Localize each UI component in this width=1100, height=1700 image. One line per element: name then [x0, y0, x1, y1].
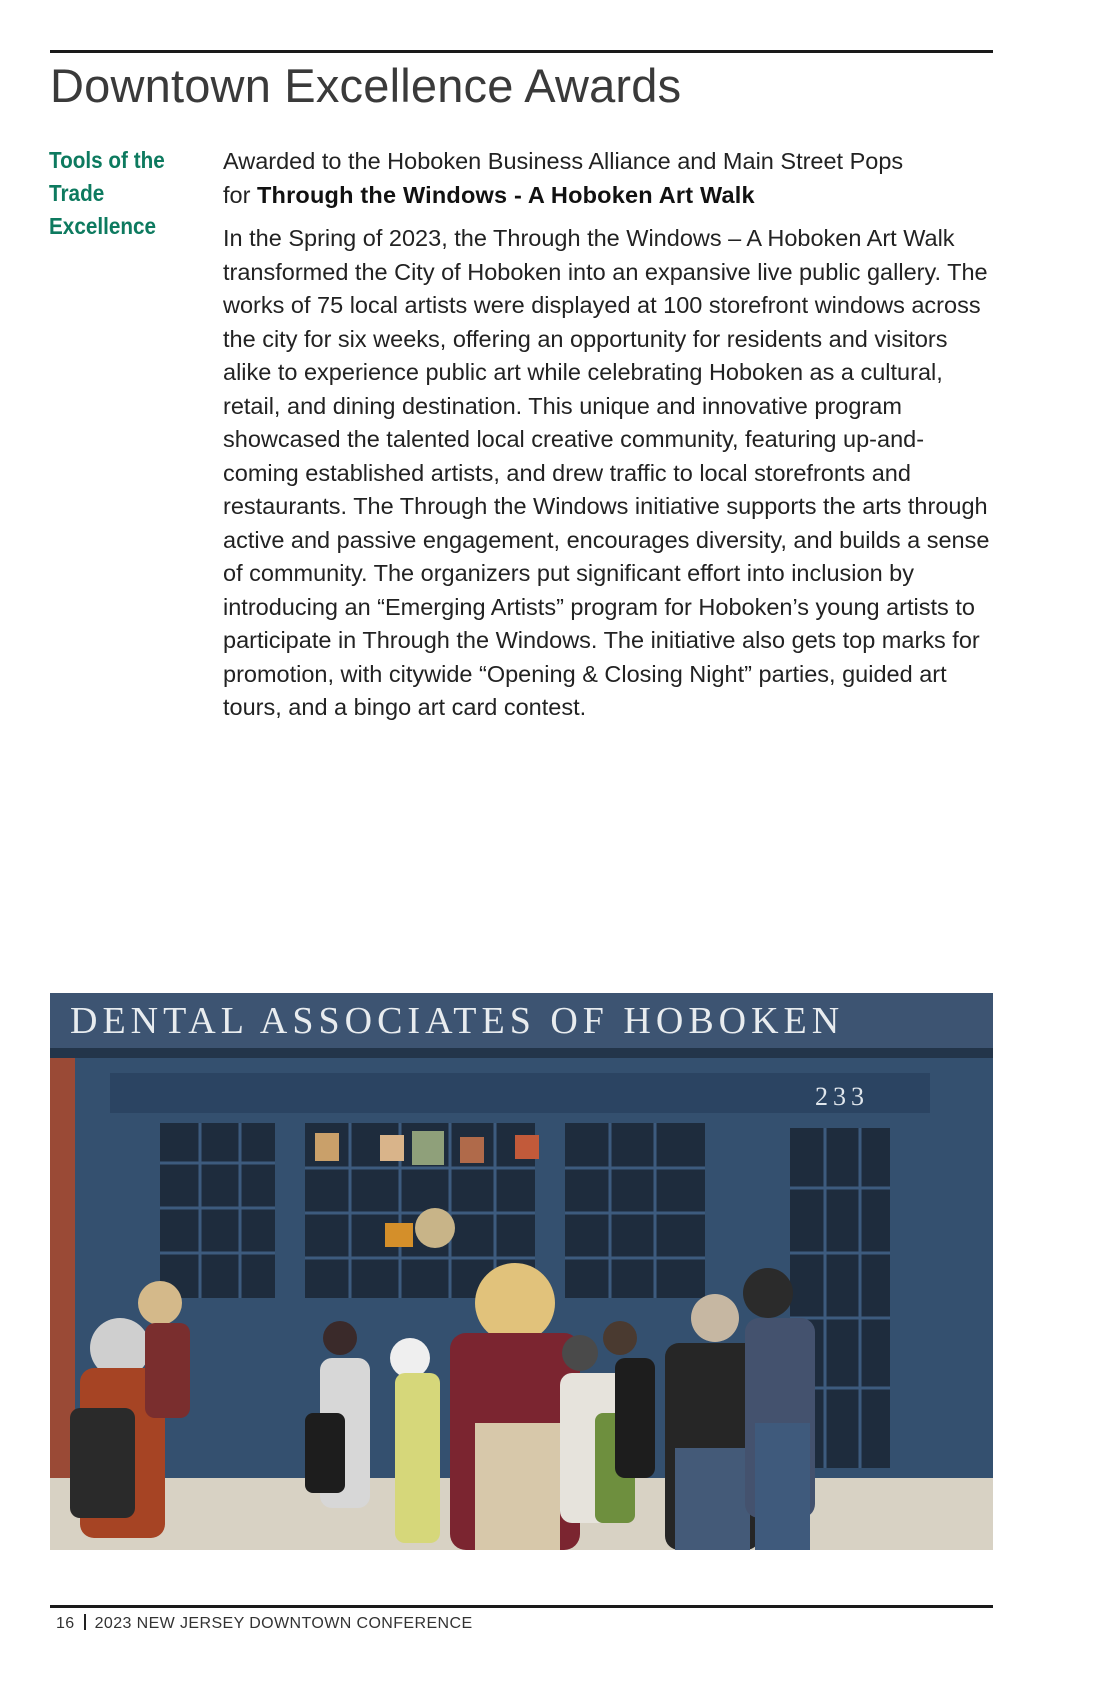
storefront-sign-text: DENTAL ASSOCIATES OF HOBOKEN — [70, 1000, 845, 1042]
page-title: Downtown Excellence Awards — [50, 59, 682, 112]
award-recipients-text: Awarded to the Hoboken Business Alliance and Main Street Pops — [223, 148, 904, 174]
top-rule — [50, 50, 993, 53]
page-number: 16 — [56, 1615, 75, 1632]
page-footer — [56, 1614, 473, 1633]
storefront-address-number: 233 — [815, 1082, 869, 1111]
award-description: In the Spring of 2023, the Through the Windows – A Hoboken Art Walk transformed the City of Hoboken into an expansive live public gallery. The works of 75 local artists were displayed at 100 storefront windows across the city for six weeks, offering an opportunity for residents and visitors alike to experience public art while celebrating Hoboken as a cultural, retail, and dining destination. This unique and innovative program showcased the talented local creative community, featuring up-and-coming established artists, and drew traffic to local storefronts and restaurants. The Through the Windows initiative supports the arts through active and passive engagement, encourages diversity, and builds a sense of community. The organizers put significant effort into inclusion by introducing an “Emerging Artists” program for Hoboken’s young artists to participate in Through the Windows. The initiative also gets top marks for promotion, with citywide “Opening & Closing Night” parties, guided art tours, and a bingo art card contest. — [223, 225, 990, 720]
award-category-line-3: Excellence — [49, 213, 157, 239]
bottom-rule — [50, 1605, 993, 1608]
award-content — [223, 145, 998, 725]
publication-name: 2023 NEW JERSEY DOWNTOWN CONFERENCE — [94, 1615, 473, 1632]
award-category — [49, 144, 193, 243]
award-category-line-2: Trade — [49, 180, 105, 206]
storefront-photo — [50, 993, 993, 1550]
award-for-word: for — [223, 181, 257, 208]
award-project-title: Through the Windows - A Hoboken Art Walk — [256, 181, 755, 208]
award-category-line-1: Tools of the — [49, 147, 165, 173]
footer-separator — [84, 1614, 86, 1630]
award-recipients — [223, 145, 998, 212]
